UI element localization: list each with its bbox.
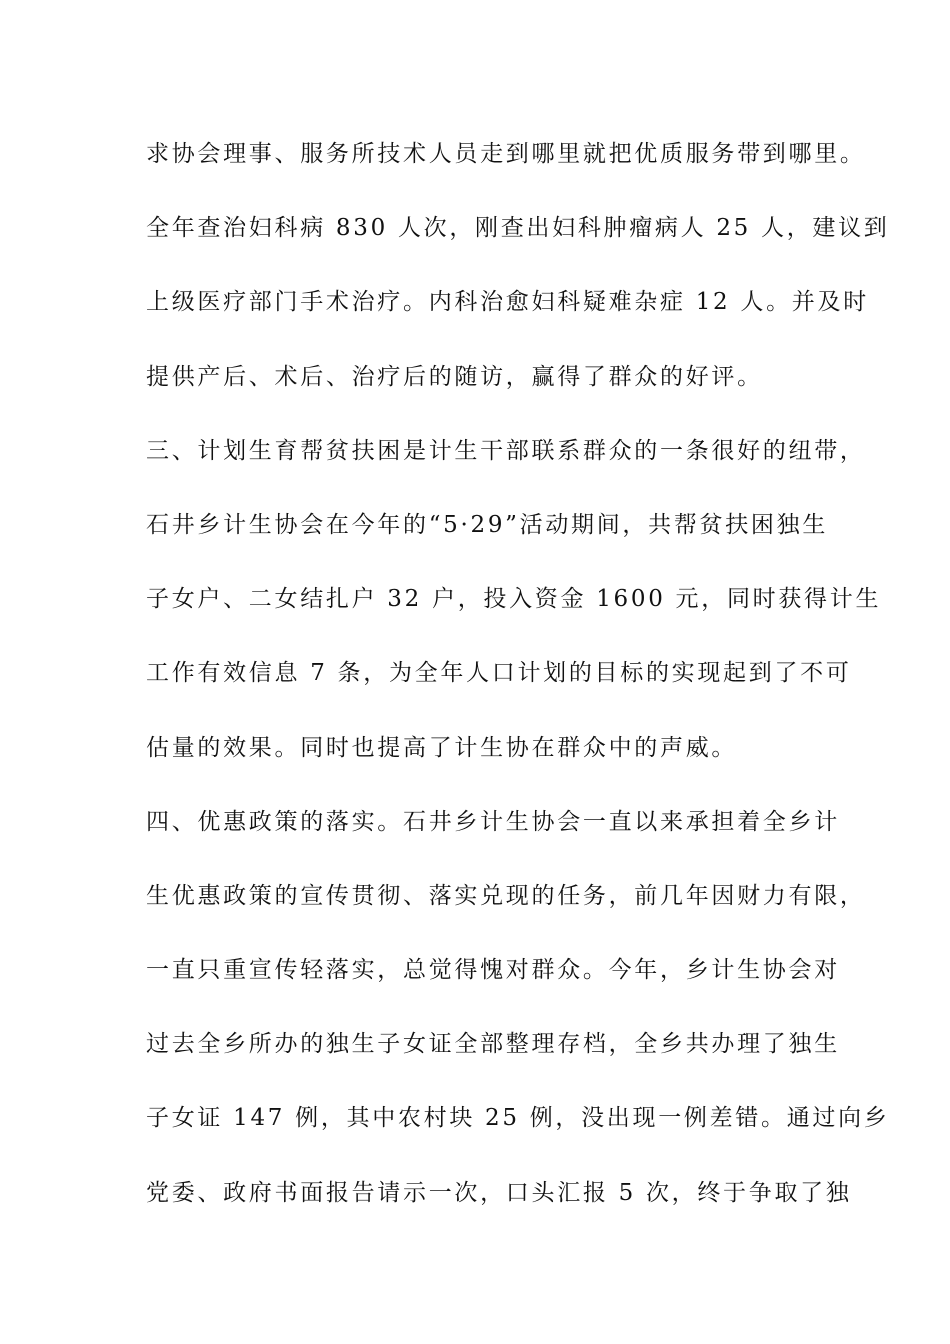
text-line: 过去全乡所办的独生子女证全部整理存档，全乡共办理了独生 bbox=[146, 1031, 840, 1058]
text-line: 党委、政府书面报告请示一次，口头汇报 5 次，终于争取了独 bbox=[146, 1179, 852, 1206]
text-line: 石井乡计生协会在今年的“5·29”活动期间，共帮贫扶困独生 bbox=[146, 511, 829, 538]
text-line: 四、优惠政策的落实。石井乡计生协会一直以来承担着全乡计 bbox=[146, 808, 840, 835]
text-line: 求协会理事、服务所技术人员走到哪里就把优质服务带到哪里。 bbox=[146, 141, 866, 167]
text-line: 子女证 147 例，其中农村块 25 例，没出现一例差错。通过向乡 bbox=[146, 1105, 890, 1132]
text-line: 生优惠政策的宣传贯彻、落实兑现的任务，前几年因财力有限， bbox=[146, 882, 866, 909]
body-text bbox=[146, 130, 890, 1243]
text-line: 工作有效信息 7 条，为全年人口计划的目标的实现起到了不可 bbox=[146, 660, 852, 687]
text-line: 一直只重宣传轻落实，总觉得愧对群众。今年，乡计生协会对 bbox=[146, 957, 840, 984]
text-line: 三、计划生育帮贫扶困是计生干部联系群众的一条很好的纽带， bbox=[146, 437, 866, 464]
text-line: 子女户、二女结扎户 32 户，投入资金 1600 元，同时获得计生 bbox=[146, 586, 882, 613]
text-line: 提供产后、术后、治疗后的随访，赢得了群众的好评。 bbox=[146, 363, 763, 390]
text-line: 估量的效果。同时也提高了计生协在群众中的声威。 bbox=[146, 734, 738, 761]
text-line: 全年查治妇科病 830 人次，刚查出妇科肿瘤病人 25 人，建议到 bbox=[146, 215, 890, 242]
text-line: 上级医疗部门手术治疗。内科治愈妇科疑难杂症 12 人。并及时 bbox=[146, 289, 869, 316]
